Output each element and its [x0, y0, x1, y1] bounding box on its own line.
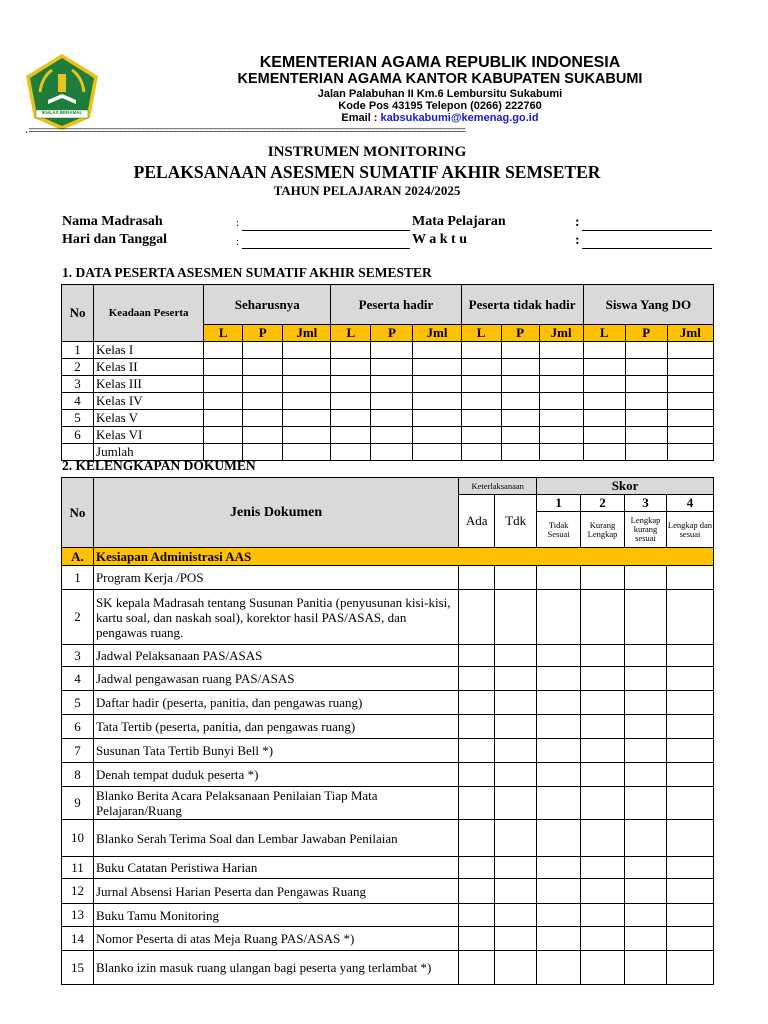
- count-cell[interactable]: [625, 393, 667, 410]
- sub-l: L: [204, 325, 243, 342]
- sub-l: L: [331, 325, 371, 342]
- keterlaksanaan-cell[interactable]: [459, 787, 495, 820]
- count-cell[interactable]: [283, 359, 331, 376]
- count-cell[interactable]: [501, 393, 539, 410]
- skor-cell[interactable]: [581, 904, 625, 927]
- section2-title: 2. KELENGKAPAN DOKUMEN: [62, 458, 256, 473]
- keterlaksanaan-cell[interactable]: [459, 820, 495, 857]
- keterlaksanaan-cell[interactable]: [495, 739, 537, 763]
- row-no: 6: [62, 427, 94, 444]
- office-email-line: [150, 112, 730, 124]
- skor-cell[interactable]: [581, 820, 625, 857]
- colon: :: [236, 236, 240, 248]
- document-label: Susunan Tata Tertib Bunyi Bell *): [93, 739, 458, 763]
- keterlaksanaan-cell[interactable]: [459, 951, 495, 985]
- keterlaksanaan-cell[interactable]: [495, 566, 537, 590]
- doc-title: INSTRUMEN MONITORING: [267, 144, 467, 160]
- row-label: Kelas I: [94, 342, 204, 359]
- count-cell[interactable]: [667, 444, 713, 461]
- document-row: [62, 590, 714, 645]
- skor-cell[interactable]: [581, 667, 625, 691]
- row-no: 12: [62, 879, 94, 904]
- count-cell[interactable]: [243, 393, 283, 410]
- skor-cell[interactable]: [581, 857, 625, 879]
- skor-cell[interactable]: [625, 566, 667, 590]
- row-label: Kelas V: [94, 410, 204, 427]
- kemenag-logo: [22, 52, 102, 132]
- document-label: Blanko Berita Acara Pelaksanaan Penilaian Tiap Mata Pelajaran/Ruang: [93, 787, 458, 820]
- count-cell[interactable]: [204, 376, 243, 393]
- count-cell[interactable]: [667, 410, 713, 427]
- skor-cell[interactable]: [537, 787, 581, 820]
- count-cell[interactable]: [461, 427, 501, 444]
- document-row: [62, 715, 714, 739]
- count-cell[interactable]: [413, 342, 461, 359]
- keterlaksanaan-cell[interactable]: [459, 904, 495, 927]
- col-no-header: No: [62, 285, 94, 342]
- keterlaksanaan-cell[interactable]: [495, 927, 537, 951]
- skor-cell[interactable]: [625, 691, 667, 715]
- row-no: 5: [62, 410, 94, 427]
- skor-cell[interactable]: [537, 590, 581, 645]
- document-row: [62, 645, 714, 667]
- group-seharusnya: Seharusnya: [204, 285, 331, 325]
- count-cell[interactable]: [625, 376, 667, 393]
- row-no: 2: [62, 359, 94, 376]
- count-cell[interactable]: [501, 359, 539, 376]
- document-label: Daftar hadir (peserta, panitia, dan pengawas ruang): [93, 691, 458, 715]
- keterlaksanaan-cell[interactable]: [495, 667, 537, 691]
- ada-header: Ada: [459, 495, 495, 548]
- skor-cell[interactable]: [581, 927, 625, 951]
- skor-cell[interactable]: [625, 715, 667, 739]
- sub-jml: Jml: [283, 325, 331, 342]
- keterlaksanaan-cell[interactable]: [459, 667, 495, 691]
- skor-cell[interactable]: [625, 590, 667, 645]
- count-cell[interactable]: [461, 410, 501, 427]
- keterlaksanaan-cell[interactable]: [459, 590, 495, 645]
- count-cell[interactable]: [204, 410, 243, 427]
- nama-madrasah-field[interactable]: [242, 230, 410, 231]
- skor-cell[interactable]: [581, 951, 625, 985]
- count-cell[interactable]: [331, 376, 371, 393]
- skor-1: 1: [537, 495, 581, 512]
- skor-1-desc: Tidak Sesuai: [537, 512, 581, 548]
- skor-cell[interactable]: [537, 667, 581, 691]
- count-cell[interactable]: [283, 444, 331, 461]
- skor-cell[interactable]: [537, 820, 581, 857]
- document-row: [62, 904, 714, 927]
- document-row: [62, 691, 714, 715]
- row-no: 6: [62, 715, 94, 739]
- count-cell[interactable]: [625, 410, 667, 427]
- email-link[interactable]: kabsukabumi@kemenag.go.id: [380, 112, 539, 124]
- count-cell[interactable]: [371, 427, 413, 444]
- skor-cell[interactable]: [625, 739, 667, 763]
- count-cell[interactable]: [501, 444, 539, 461]
- count-cell[interactable]: [625, 444, 667, 461]
- keterlaksanaan-cell[interactable]: [495, 645, 537, 667]
- skor-cell[interactable]: [667, 787, 714, 820]
- skor-cell[interactable]: [667, 566, 714, 590]
- keterlaksanaan-header: Keterlaksanaan: [459, 478, 537, 495]
- section1-title: 1. DATA PESERTA ASESMEN SUMATIF AKHIR SEMESTER: [62, 265, 432, 280]
- row-no: 14: [62, 927, 94, 951]
- count-cell[interactable]: [413, 359, 461, 376]
- row-no: 4: [62, 667, 94, 691]
- skor-cell[interactable]: [537, 691, 581, 715]
- row-no: 11: [62, 857, 94, 879]
- skor-cell[interactable]: [581, 763, 625, 787]
- count-cell[interactable]: [539, 376, 583, 393]
- count-cell[interactable]: [583, 410, 625, 427]
- skor-cell[interactable]: [667, 904, 714, 927]
- document-label: Denah tempat duduk peserta *): [93, 763, 458, 787]
- skor-cell[interactable]: [625, 904, 667, 927]
- skor-cell[interactable]: [581, 590, 625, 645]
- document-label: SK kepala Madrasah tentang Susunan Panitia (penyusunan kisi-kisi, kartu soal, dan naskah soal), korektor hasil PAS/ASAS, dan pengawas ruang.: [93, 590, 458, 645]
- mata-pelajaran-label: Mata Pelajaran: [412, 214, 506, 229]
- count-cell[interactable]: [625, 342, 667, 359]
- skor-cell[interactable]: [537, 739, 581, 763]
- count-cell[interactable]: [539, 342, 583, 359]
- skor-cell[interactable]: [667, 927, 714, 951]
- count-cell[interactable]: [461, 376, 501, 393]
- count-cell[interactable]: [371, 410, 413, 427]
- count-cell[interactable]: [204, 393, 243, 410]
- count-cell[interactable]: [371, 376, 413, 393]
- row-label: Kelas III: [94, 376, 204, 393]
- document-row: [62, 787, 714, 820]
- document-label: Buku Catatan Peristiwa Harian: [93, 857, 458, 879]
- document-label: Jadwal Pelaksanaan PAS/ASAS: [93, 645, 458, 667]
- keterlaksanaan-cell[interactable]: [495, 691, 537, 715]
- keterlaksanaan-cell[interactable]: [495, 904, 537, 927]
- mata-pelajaran-field[interactable]: [582, 230, 712, 231]
- participant-row: [62, 359, 714, 376]
- row-no: 1: [62, 342, 94, 359]
- skor-header: Skor: [537, 478, 714, 495]
- participant-table: [61, 284, 714, 461]
- count-cell[interactable]: [243, 359, 283, 376]
- row-no: 4: [62, 393, 94, 410]
- keterlaksanaan-cell[interactable]: [495, 715, 537, 739]
- count-cell[interactable]: [283, 410, 331, 427]
- document-label: Jadwal pengawasan ruang PAS/ASAS: [93, 667, 458, 691]
- document-label: Jurnal Absensi Harian Peserta dan Pengawas Ruang: [93, 879, 458, 904]
- doc-year: TAHUN PELAJARAN 2024/2025: [273, 183, 461, 198]
- skor-cell[interactable]: [581, 566, 625, 590]
- skor-cell[interactable]: [625, 763, 667, 787]
- keterlaksanaan-cell[interactable]: [459, 879, 495, 904]
- row-label: Kelas VI: [94, 427, 204, 444]
- colon: :: [575, 233, 580, 248]
- skor-cell[interactable]: [667, 951, 714, 985]
- sub-jml: Jml: [539, 325, 583, 342]
- skor-cell[interactable]: [625, 879, 667, 904]
- count-cell[interactable]: [413, 410, 461, 427]
- keterlaksanaan-cell[interactable]: [495, 951, 537, 985]
- skor-cell[interactable]: [667, 645, 714, 667]
- skor-cell[interactable]: [625, 645, 667, 667]
- count-cell[interactable]: [667, 393, 713, 410]
- count-cell[interactable]: [501, 427, 539, 444]
- skor-cell[interactable]: [667, 879, 714, 904]
- count-cell[interactable]: [539, 410, 583, 427]
- count-cell[interactable]: [331, 444, 371, 461]
- skor-cell[interactable]: [667, 691, 714, 715]
- skor-cell[interactable]: [537, 857, 581, 879]
- count-cell[interactable]: [583, 427, 625, 444]
- keterlaksanaan-cell[interactable]: [495, 879, 537, 904]
- row-no: 2: [62, 590, 94, 645]
- keterlaksanaan-cell[interactable]: [459, 739, 495, 763]
- keterlaksanaan-cell[interactable]: [459, 691, 495, 715]
- count-cell[interactable]: [331, 427, 371, 444]
- count-cell[interactable]: [283, 393, 331, 410]
- skor-cell[interactable]: [537, 645, 581, 667]
- count-cell[interactable]: [243, 410, 283, 427]
- skor-cell[interactable]: [667, 857, 714, 879]
- row-no: 1: [62, 566, 94, 590]
- waktu-label: W a k t u: [412, 232, 467, 247]
- count-cell[interactable]: [625, 427, 667, 444]
- count-cell[interactable]: [204, 427, 243, 444]
- count-cell[interactable]: [583, 444, 625, 461]
- count-cell[interactable]: [501, 376, 539, 393]
- skor-cell[interactable]: [537, 951, 581, 985]
- skor-cell[interactable]: [537, 763, 581, 787]
- skor-3-desc: Lengkap kurang sesuai: [625, 512, 667, 548]
- col-keadaan-header: Keadaan Peserta: [94, 285, 204, 342]
- header-separator: .=================================================================================================: [24, 126, 466, 136]
- count-cell[interactable]: [583, 342, 625, 359]
- count-cell[interactable]: [413, 444, 461, 461]
- skor-cell[interactable]: [625, 857, 667, 879]
- keterlaksanaan-cell[interactable]: [495, 590, 537, 645]
- waktu-field[interactable]: [582, 248, 712, 249]
- hari-tanggal-field[interactable]: [242, 248, 410, 249]
- row-no: 13: [62, 904, 94, 927]
- count-cell[interactable]: [371, 359, 413, 376]
- col-no-header: No: [62, 478, 94, 548]
- skor-cell[interactable]: [537, 927, 581, 951]
- document-row: [62, 879, 714, 904]
- group-tidak-hadir: Peserta tidak hadir: [461, 285, 583, 325]
- skor-cell[interactable]: [537, 715, 581, 739]
- skor-4: 4: [667, 495, 714, 512]
- count-cell[interactable]: [204, 342, 243, 359]
- logo-ribbon-text: IKHLAS BERAMAL: [41, 110, 83, 115]
- document-row: [62, 667, 714, 691]
- count-cell[interactable]: [371, 444, 413, 461]
- row-label: Kelas IV: [94, 393, 204, 410]
- participant-row: [62, 376, 714, 393]
- skor-cell[interactable]: [667, 820, 714, 857]
- count-cell[interactable]: [461, 342, 501, 359]
- skor-cell[interactable]: [667, 739, 714, 763]
- skor-cell[interactable]: [667, 590, 714, 645]
- count-cell[interactable]: [539, 359, 583, 376]
- group-a-label: Kesiapan Administrasi AAS: [93, 548, 713, 566]
- count-cell[interactable]: [501, 342, 539, 359]
- sub-p: P: [625, 325, 667, 342]
- document-row: [62, 857, 714, 879]
- count-cell[interactable]: [667, 376, 713, 393]
- ministry-title: KEMENTERIAN AGAMA REPUBLIK INDONESIA: [259, 54, 621, 71]
- skor-cell[interactable]: [667, 715, 714, 739]
- skor-cell[interactable]: [625, 787, 667, 820]
- colon: :: [236, 217, 240, 229]
- count-cell[interactable]: [539, 393, 583, 410]
- row-label: Kelas II: [94, 359, 204, 376]
- skor-cell[interactable]: [581, 739, 625, 763]
- skor-cell[interactable]: [625, 667, 667, 691]
- count-cell[interactable]: [283, 427, 331, 444]
- count-cell[interactable]: [243, 376, 283, 393]
- sub-l: L: [583, 325, 625, 342]
- skor-cell[interactable]: [581, 645, 625, 667]
- sub-l: L: [461, 325, 501, 342]
- colon: :: [575, 215, 580, 230]
- count-cell[interactable]: [667, 359, 713, 376]
- sub-p: P: [243, 325, 283, 342]
- document-row: [62, 739, 714, 763]
- participant-row: [62, 342, 714, 359]
- skor-cell[interactable]: [625, 951, 667, 985]
- skor-cell[interactable]: [537, 904, 581, 927]
- document-row: [62, 763, 714, 787]
- document-label: Blanko Serah Terima Soal dan Lembar Jawaban Penilaian: [93, 820, 458, 857]
- count-cell[interactable]: [371, 393, 413, 410]
- skor-cell[interactable]: [581, 879, 625, 904]
- skor-cell[interactable]: [581, 787, 625, 820]
- count-cell[interactable]: [539, 444, 583, 461]
- keterlaksanaan-cell[interactable]: [495, 857, 537, 879]
- hari-tanggal-label: Hari dan Tanggal: [62, 232, 168, 247]
- doc-subtitle: PELAKSANAAN ASESMEN SUMATIF AKHIR SEMSETER: [133, 162, 601, 182]
- count-cell[interactable]: [243, 427, 283, 444]
- email-label: Email :: [341, 112, 381, 124]
- skor-cell[interactable]: [667, 667, 714, 691]
- count-cell[interactable]: [583, 359, 625, 376]
- keterlaksanaan-cell[interactable]: [495, 820, 537, 857]
- office-postal: Kode Pos 43195 Telepon (0266) 222760: [338, 100, 542, 112]
- keterlaksanaan-cell[interactable]: [459, 645, 495, 667]
- keterlaksanaan-cell[interactable]: [459, 927, 495, 951]
- count-cell[interactable]: [625, 359, 667, 376]
- office-title: KEMENTERIAN AGAMA KANTOR KABUPATEN SUKABUMI: [237, 71, 643, 87]
- count-cell[interactable]: [243, 342, 283, 359]
- keterlaksanaan-cell[interactable]: [459, 566, 495, 590]
- skor-cell[interactable]: [537, 566, 581, 590]
- keterlaksanaan-cell[interactable]: [495, 763, 537, 787]
- document-label: Program Kerja /POS: [93, 566, 458, 590]
- document-row: [62, 820, 714, 857]
- row-no: 8: [62, 763, 94, 787]
- document-row: [62, 927, 714, 951]
- keterlaksanaan-cell[interactable]: [459, 857, 495, 879]
- count-cell[interactable]: [461, 393, 501, 410]
- skor-cell[interactable]: [625, 927, 667, 951]
- skor-4-desc: Lengkap dan sesuai: [667, 512, 714, 548]
- tdk-header: Tdk: [495, 495, 537, 548]
- skor-cell[interactable]: [625, 820, 667, 857]
- group-do: Siswa Yang DO: [583, 285, 713, 325]
- col-jenis-header: Jenis Dokumen: [93, 478, 458, 548]
- document-label: Nomor Peserta di atas Meja Ruang PAS/ASAS *): [93, 927, 458, 951]
- count-cell[interactable]: [331, 410, 371, 427]
- count-cell[interactable]: [667, 342, 713, 359]
- row-no: 15: [62, 951, 94, 985]
- count-cell[interactable]: [331, 359, 371, 376]
- count-cell[interactable]: [371, 342, 413, 359]
- row-no: 7: [62, 739, 94, 763]
- document-label: Buku Tamu Monitoring: [93, 904, 458, 927]
- document-label: Tata Tertib (peserta, panitia, dan pengawas ruang): [93, 715, 458, 739]
- row-label: Jumlah: [94, 444, 204, 461]
- count-cell[interactable]: [583, 376, 625, 393]
- count-cell[interactable]: [413, 393, 461, 410]
- count-cell[interactable]: [501, 410, 539, 427]
- count-cell[interactable]: [331, 342, 371, 359]
- skor-cell[interactable]: [667, 763, 714, 787]
- count-cell[interactable]: [539, 427, 583, 444]
- sub-p: P: [371, 325, 413, 342]
- sub-p: P: [501, 325, 539, 342]
- keterlaksanaan-cell[interactable]: [459, 715, 495, 739]
- count-cell[interactable]: [583, 393, 625, 410]
- count-cell[interactable]: [461, 359, 501, 376]
- participant-row: [62, 393, 714, 410]
- document-table: [61, 477, 714, 985]
- row-no: 10: [62, 820, 94, 857]
- count-cell[interactable]: [283, 376, 331, 393]
- group-a-no: A.: [62, 548, 94, 566]
- row-no: 5: [62, 691, 94, 715]
- row-no: 3: [62, 645, 94, 667]
- document-row: [62, 951, 714, 985]
- skor-2-desc: Kurang Lengkap: [581, 512, 625, 548]
- participant-row: [62, 410, 714, 427]
- count-cell[interactable]: [283, 342, 331, 359]
- group-hadir: Peserta hadir: [331, 285, 461, 325]
- sub-jml: Jml: [413, 325, 461, 342]
- keterlaksanaan-cell[interactable]: [459, 763, 495, 787]
- nama-madrasah-label: Nama Madrasah: [62, 214, 163, 229]
- document-label: Blanko izin masuk ruang ulangan bagi peserta yang terlambat *): [93, 951, 458, 985]
- row-no: 9: [62, 787, 94, 820]
- office-address: Jalan Palabuhan II Km.6 Lembursitu Sukabumi: [317, 88, 563, 100]
- count-cell[interactable]: [413, 427, 461, 444]
- count-cell[interactable]: [667, 427, 713, 444]
- count-cell[interactable]: [461, 444, 501, 461]
- row-no: 3: [62, 376, 94, 393]
- skor-cell[interactable]: [581, 691, 625, 715]
- count-cell[interactable]: [204, 359, 243, 376]
- sub-jml: Jml: [667, 325, 713, 342]
- count-cell[interactable]: [413, 376, 461, 393]
- skor-cell[interactable]: [537, 879, 581, 904]
- skor-2: 2: [581, 495, 625, 512]
- skor-3: 3: [625, 495, 667, 512]
- skor-cell[interactable]: [581, 715, 625, 739]
- document-row: [62, 566, 714, 590]
- keterlaksanaan-cell[interactable]: [495, 787, 537, 820]
- count-cell[interactable]: [331, 393, 371, 410]
- participant-row: [62, 427, 714, 444]
